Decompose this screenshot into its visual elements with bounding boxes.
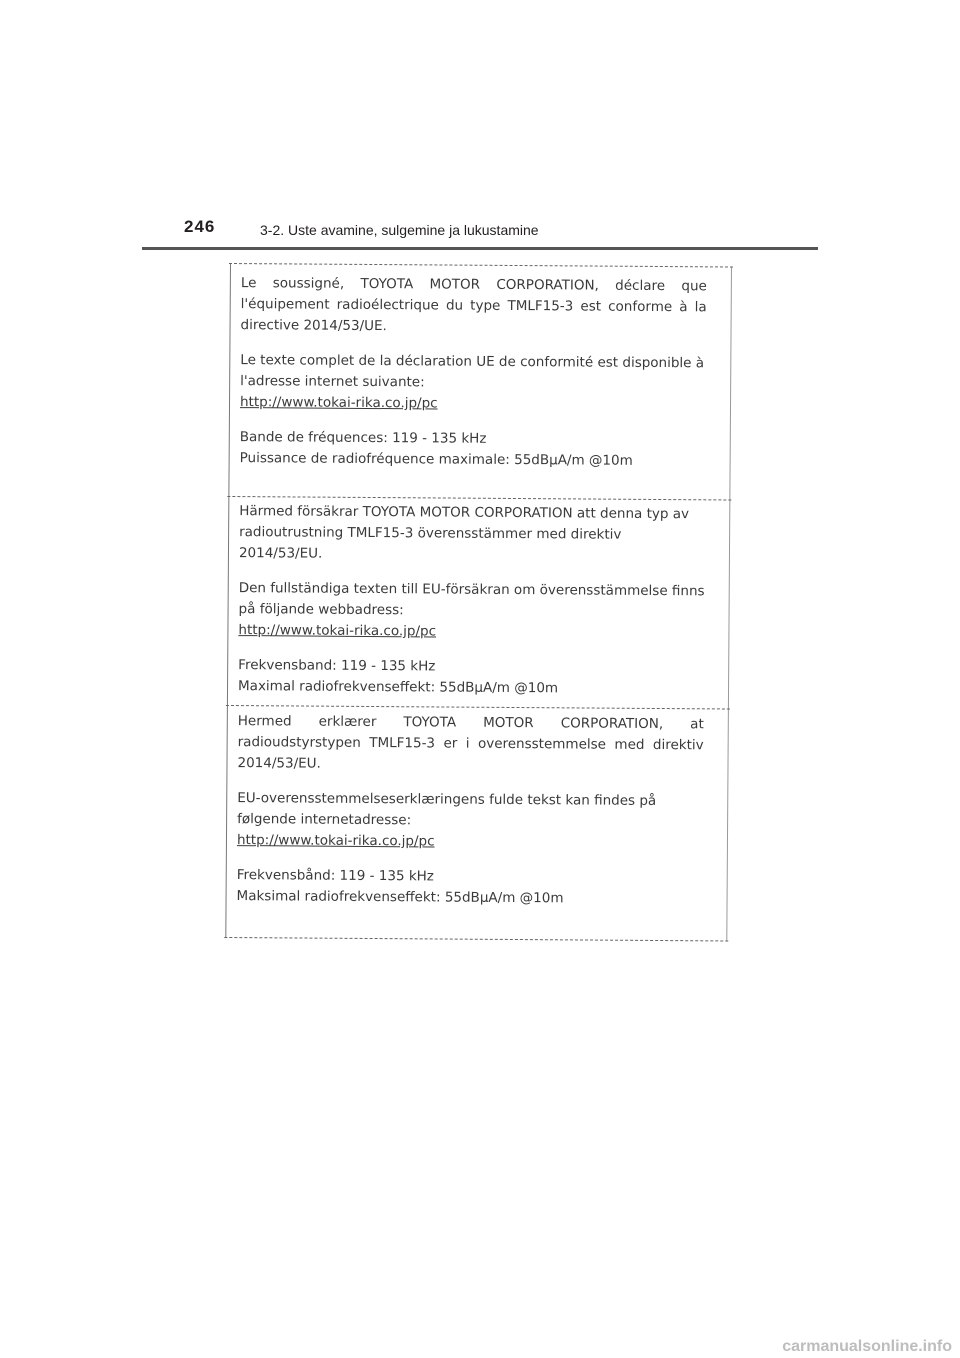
danish-statement-line1: Hermed erklærer TOYOTA MOTOR CORPORATION, at [237, 713, 704, 733]
swedish-frequency-band: Frekvensband: 119 - 135 kHz [238, 657, 436, 675]
danish-frequency-band: Frekvensbånd: 119 - 135 kHz [236, 867, 434, 885]
danish-fulltext-line1: EU-overensstemmelseserklæringens fulde tekst kan findes på [237, 790, 657, 809]
page-number: 246 [184, 217, 216, 236]
danish-max-power: Maksimal radiofrekvenseffekt: 55dBµA/m @10m [236, 888, 564, 907]
french-statement-line1: Le soussigné, TOYOTA MOTOR CORPORATION, déclare que [240, 275, 707, 295]
danish-url-link[interactable]: http://www.tokai-rika.co.jp/pc [236, 832, 435, 850]
french-statement-line2: l'équipement radioélectrique du type TMLF15-3 est conforme à la [240, 296, 707, 316]
french-max-power: Puissance de radiofréquence maximale: 55dBµA/m @10m [239, 450, 633, 469]
declaration-scan [225, 263, 732, 941]
french-url-link[interactable]: http://www.tokai-rika.co.jp/pc [239, 394, 438, 412]
danish-statement-line2: radioudstyrstypen TMLF15-3 er i overensstemmelse med direktiv [237, 734, 704, 754]
french-fulltext-line2: l'adresse internet suivante: [240, 373, 425, 391]
danish-statement-line3: 2014/53/EU. [237, 755, 321, 772]
french-statement-line3: directive 2014/53/UE. [240, 317, 387, 335]
french-frequency-band: Bande de fréquences: 119 - 135 kHz [239, 429, 487, 447]
page-header [142, 213, 818, 250]
swedish-fulltext-line2: på följande webbadress: [238, 601, 404, 619]
section-title: 3-2. Uste avamine, sulgemine ja lukustamine [260, 222, 539, 238]
swedish-max-power: Maximal radiofrekvenseffekt: 55dBµA/m @10m [237, 678, 559, 697]
section-divider [226, 705, 730, 710]
swedish-fulltext-line1: Den fullständiga texten till EU-försäkran om överensstämmelse finns [238, 580, 705, 600]
watermark-logo: carmanualsonline.info [782, 1338, 952, 1355]
declaration-french [240, 273, 707, 472]
swedish-statement-line2: radioutrustning TMLF15-3 överensstämmer med direktiv 2014/53/EU. [238, 524, 622, 562]
danish-fulltext-line2: følgende internetadresse: [237, 811, 412, 829]
section-divider [227, 496, 731, 501]
swedish-statement-line1: Härmed försäkrar TOYOTA MOTOR CORPORATION att denna typ av [239, 503, 690, 523]
french-fulltext-line1: Le texte complet de la déclaration UE de conformité est disponible à [240, 352, 705, 372]
declaration-danish [237, 711, 704, 910]
declaration-swedish [238, 501, 705, 700]
swedish-url-link[interactable]: http://www.tokai-rika.co.jp/pc [238, 622, 437, 640]
